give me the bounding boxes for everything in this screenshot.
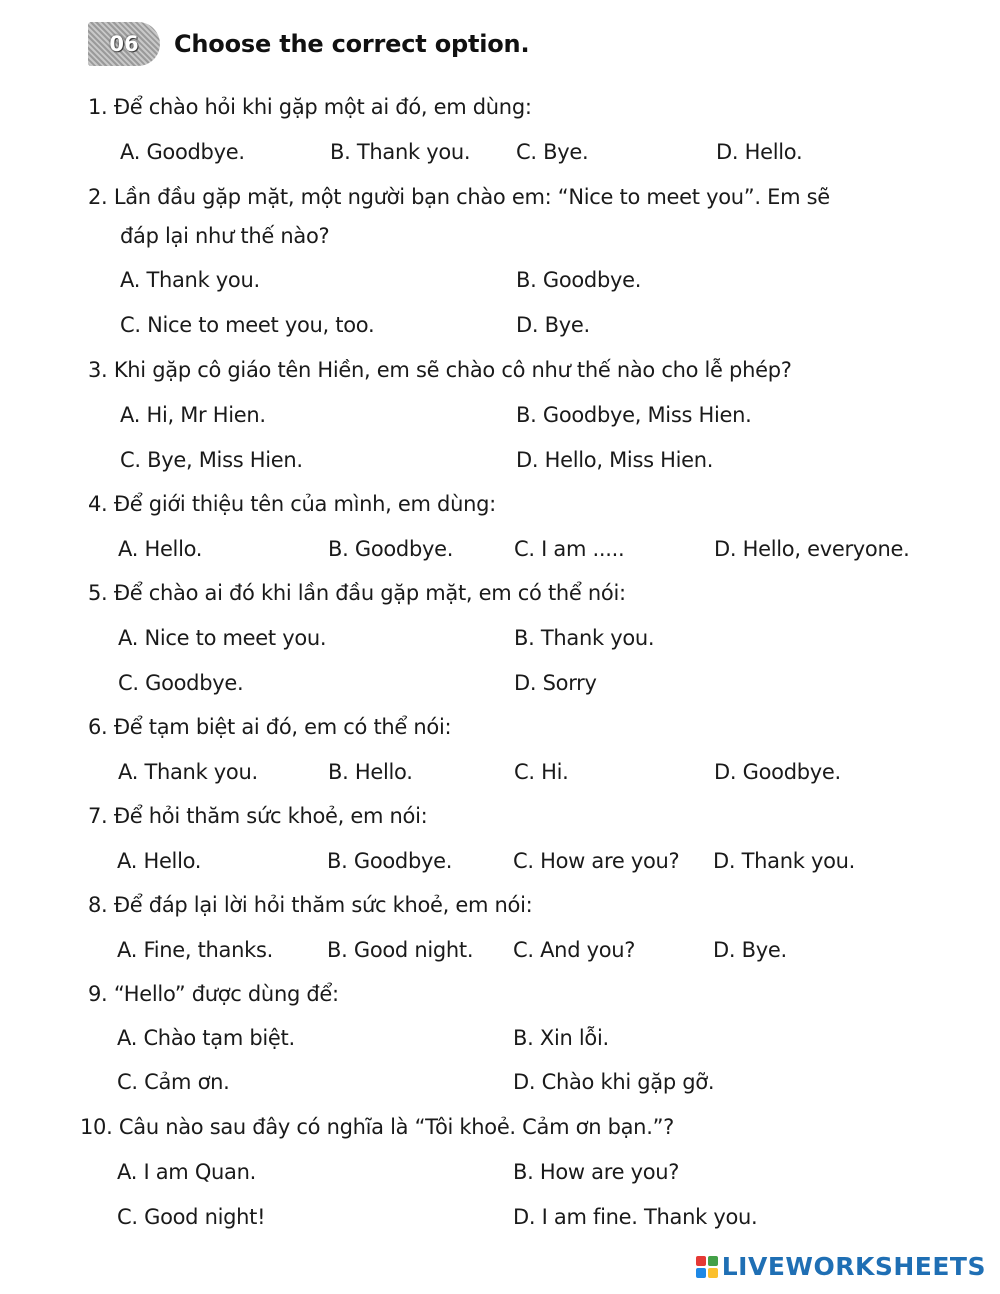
option-a[interactable]: A. Thank you. — [120, 268, 260, 292]
option-b[interactable]: B. How are you? — [513, 1160, 680, 1184]
question-2-options-row2 — [120, 305, 950, 345]
question-5-options-row1 — [118, 618, 948, 658]
option-c[interactable]: C. Cảm ơn. — [117, 1070, 230, 1094]
option-d[interactable]: D. Thank you. — [713, 849, 856, 873]
question-1-options — [120, 132, 950, 172]
question-text: Câu nào sau đây có nghĩa là “Tôi khoẻ. Cảm ơn bạn.”? — [118, 1115, 674, 1139]
question-9-options-row1 — [117, 1018, 947, 1058]
question-number: 10. — [80, 1115, 113, 1139]
question-2-options-row1 — [120, 260, 950, 300]
question-text: Để giới thiệu tên của mình, em dùng: — [113, 492, 496, 516]
question-text: Để hỏi thăm sức khoẻ, em nói: — [113, 804, 428, 828]
option-a[interactable]: A. Hello. — [118, 537, 203, 561]
option-b[interactable]: B. Hello. — [328, 760, 413, 784]
option-a[interactable]: A. Thank you. — [118, 760, 258, 784]
option-d[interactable]: D. Sorry — [514, 671, 597, 695]
question-8-options — [117, 930, 947, 970]
option-b[interactable]: B. Goodbye. — [516, 268, 642, 292]
option-b[interactable]: B. Good night. — [327, 938, 474, 962]
question-text: Để tạm biệt ai đó, em có thể nói: — [113, 715, 452, 739]
question-10 — [80, 1107, 920, 1147]
question-number: 6. — [88, 715, 108, 739]
option-d[interactable]: D. Bye. — [516, 313, 590, 337]
option-c[interactable]: C. Nice to meet you, too. — [120, 313, 375, 337]
question-text-continued: đáp lại như thế nào? — [120, 224, 330, 248]
option-b[interactable]: B. Thank you. — [330, 140, 471, 164]
question-number: 2. — [88, 185, 108, 209]
question-text: Để chào hỏi khi gặp một ai đó, em dùng: — [113, 95, 532, 119]
question-6-options — [118, 752, 948, 792]
brand-name: LIVEWORKSHEETS — [721, 1252, 986, 1281]
option-c[interactable]: C. Bye, Miss Hien. — [120, 448, 303, 472]
question-6 — [88, 707, 928, 747]
option-d[interactable]: D. I am fine. Thank you. — [513, 1205, 758, 1229]
option-a[interactable]: A. Nice to meet you. — [118, 626, 327, 650]
option-c[interactable]: C. Bye. — [516, 140, 589, 164]
option-a[interactable]: A. Goodbye. — [120, 140, 245, 164]
option-c[interactable]: C. Good night! — [117, 1205, 266, 1229]
question-3 — [88, 350, 928, 390]
question-7 — [88, 796, 928, 836]
question-7-options — [117, 841, 947, 881]
question-9 — [88, 974, 928, 1014]
question-5-options-row2 — [118, 663, 948, 703]
option-c[interactable]: C. I am ..... — [514, 537, 625, 561]
option-b[interactable]: B. Goodbye. — [327, 849, 453, 873]
option-c[interactable]: C. How are you? — [513, 849, 680, 873]
option-c[interactable]: C. Goodbye. — [118, 671, 244, 695]
logo-squares-icon — [696, 1256, 718, 1278]
option-b[interactable]: B. Thank you. — [514, 626, 655, 650]
question-text: Để chào ai đó khi lần đầu gặp mặt, em có thể nói: — [113, 581, 626, 605]
option-c[interactable]: C. Hi. — [514, 760, 569, 784]
exercise-number-badge: 06 — [88, 22, 160, 66]
option-a[interactable]: A. Hello. — [117, 849, 202, 873]
question-9-options-row2 — [117, 1062, 947, 1102]
question-number: 5. — [88, 581, 108, 605]
question-3-options-row2 — [120, 440, 950, 480]
logo-square — [708, 1256, 718, 1266]
exercise-title: Choose the correct option. — [174, 30, 530, 58]
question-text: “Hello” được dùng để: — [113, 982, 339, 1006]
option-d[interactable]: D. Goodbye. — [714, 760, 841, 784]
question-10-options-row1 — [117, 1152, 947, 1192]
option-b[interactable]: B. Goodbye. — [328, 537, 454, 561]
question-3-options-row1 — [120, 395, 950, 435]
option-d[interactable]: D. Hello, Miss Hien. — [516, 448, 714, 472]
logo-square — [696, 1268, 706, 1278]
logo-square — [708, 1268, 718, 1278]
option-a[interactable]: A. Chào tạm biệt. — [117, 1026, 295, 1050]
option-d[interactable]: D. Bye. — [713, 938, 787, 962]
question-number: 7. — [88, 804, 108, 828]
question-4-options — [118, 529, 948, 569]
option-d[interactable]: D. Chào khi gặp gỡ. — [513, 1070, 715, 1094]
question-text: Khi gặp cô giáo tên Hiền, em sẽ chào cô như thế nào cho lễ phép? — [113, 358, 792, 382]
question-number: 9. — [88, 982, 108, 1006]
question-10-options-row2 — [117, 1197, 947, 1237]
option-b[interactable]: B. Goodbye, Miss Hien. — [516, 403, 752, 427]
option-d[interactable]: D. Hello. — [716, 140, 803, 164]
question-number: 3. — [88, 358, 108, 382]
question-number: 8. — [88, 893, 108, 917]
question-1 — [88, 87, 928, 127]
question-number: 4. — [88, 492, 108, 516]
question-4 — [88, 484, 928, 524]
question-number: 1. — [88, 95, 108, 119]
question-5 — [88, 573, 928, 613]
question-8 — [88, 885, 928, 925]
question-text: Để đáp lại lời hỏi thăm sức khoẻ, em nói: — [113, 893, 533, 917]
option-b[interactable]: B. Xin lỗi. — [513, 1026, 609, 1050]
question-2-line2 — [120, 216, 960, 256]
question-2 — [88, 177, 928, 217]
option-a[interactable]: A. I am Quan. — [117, 1160, 257, 1184]
question-text: Lần đầu gặp mặt, một người bạn chào em: “Nice to meet you”. Em sẽ — [113, 185, 830, 209]
logo-square — [696, 1256, 706, 1266]
exercise-header — [88, 22, 529, 66]
option-a[interactable]: A. Hi, Mr Hien. — [120, 403, 266, 427]
option-d[interactable]: D. Hello, everyone. — [714, 537, 910, 561]
option-a[interactable]: A. Fine, thanks. — [117, 938, 274, 962]
option-c[interactable]: C. And you? — [513, 938, 636, 962]
liveworksheets-logo — [696, 1252, 986, 1281]
